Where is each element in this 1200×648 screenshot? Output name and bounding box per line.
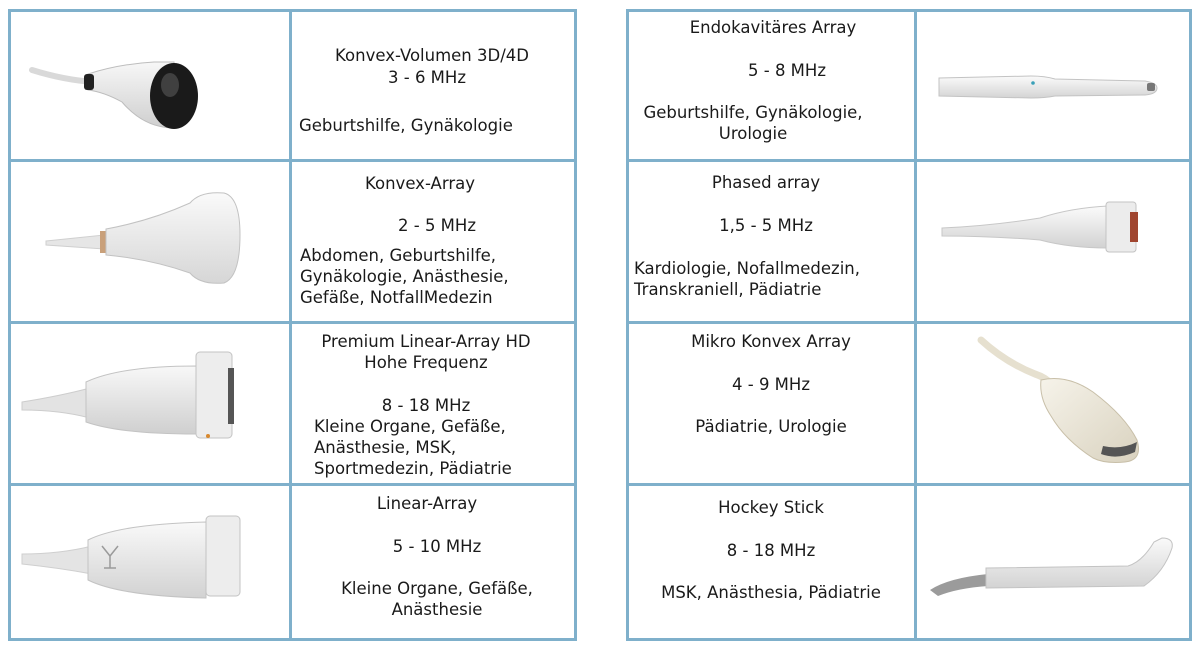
probe-name: Hockey Stick — [718, 498, 824, 517]
probe-frequency: 5 - 10 MHz — [392, 537, 482, 556]
probe-frequency: 8 - 18 MHz — [726, 541, 816, 560]
probe-name: Endokavitäres Array — [689, 18, 857, 37]
probe-applications: Kardiologie, Nofallmedezin, Transkraniell, Pädiatrie — [634, 259, 860, 299]
probe-name: Linear-Array — [376, 494, 478, 513]
premium-linear-probe-icon — [20, 348, 245, 448]
probe-frequency: 2 - 5 MHz — [398, 216, 476, 235]
probe-frequency: 5 - 8 MHz — [748, 61, 826, 80]
probe-name: Phased array — [711, 173, 821, 192]
probe-applications: Kleine Organe, Gefäße, Anästhesie, MSK, Sportmedezin, Pädiatrie — [314, 417, 512, 478]
probe-applications: Pädiatrie, Urologie — [695, 417, 847, 436]
probe-name: Mikro Konvex Array — [691, 332, 851, 351]
probe-spec-cell — [292, 331, 572, 481]
micro-convex-probe-icon — [975, 336, 1155, 472]
row-divider — [629, 483, 1189, 486]
probe-spec-cell — [292, 493, 572, 633]
probe-applications: Geburtshilfe, Gynäkologie, Urologie — [643, 103, 863, 143]
row-divider — [629, 159, 1189, 162]
probe-applications: Abdomen, Geburtshilfe, Gynäkologie, Anästhesie, Gefäße, NotfallMedezin — [300, 246, 509, 307]
probe-spec-cell — [632, 331, 912, 471]
probe-applications: MSK, Anästhesia, Pädiatrie — [661, 583, 881, 602]
convex-array-probe-icon — [40, 185, 250, 290]
endocavity-probe-icon — [935, 70, 1165, 104]
probe-frequency: 8 - 18 MHz — [381, 396, 471, 415]
probe-frequency: 1,5 - 5 MHz — [719, 216, 813, 235]
convex-volume-probe-icon — [24, 40, 284, 140]
probe-frequency: 4 - 9 MHz — [732, 375, 810, 394]
phased-array-probe-icon — [940, 198, 1145, 256]
probe-spec-cell — [292, 173, 572, 323]
probe-applications: Geburtshilfe, Gynäkologie — [299, 116, 513, 135]
probe-applications: Kleine Organe, Gefäße, Anästhesie — [341, 579, 533, 619]
probe-name: Konvex-Volumen 3D/4D — [335, 46, 529, 65]
row-divider — [11, 159, 574, 162]
probe-name: Premium Linear-Array HD Hohe Frequenz — [321, 332, 531, 372]
probe-name: Konvex-Array — [365, 174, 475, 193]
column-divider — [914, 12, 917, 638]
probe-spec-cell — [632, 172, 912, 322]
row-divider — [11, 483, 574, 486]
probe-spec-cell — [632, 497, 912, 627]
probe-frequency: 3 - 6 MHz — [388, 68, 466, 87]
hockey-stick-probe-icon — [928, 532, 1188, 602]
probe-spec-cell — [292, 24, 572, 154]
probe-spec-cell — [632, 17, 912, 152]
linear-array-probe-icon — [20, 512, 245, 612]
